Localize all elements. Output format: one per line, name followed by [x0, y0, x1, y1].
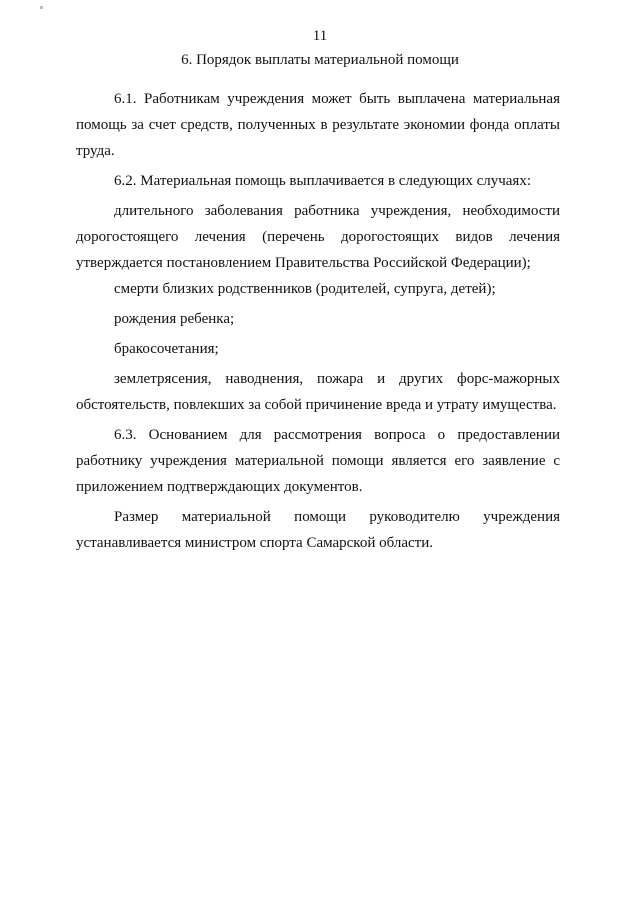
paragraph-force-majeure: землетрясения, наводнения, пожара и других форс-мажорных обстоятельств, повлекших за собой причинение вреда и утрату имущества. [76, 371, 560, 413]
paragraph-childbirth: рождения ребенка; [114, 311, 235, 327]
document-body [76, 86, 560, 556]
paragraph-6-2: 6.2. Материальная помощь выплачивается в следующих случаях: [114, 173, 531, 189]
section-title: 6. Порядок выплаты материальной помощи [181, 52, 459, 68]
paragraph-death-relatives-text: смерти близких родственников (родителей, супруга, детей); [114, 281, 496, 297]
paragraph-head-aid: Размер материальной помощи руководителю учреждения устанавливается министром спорта Самарской области. [76, 509, 560, 551]
paragraph-6-3: 6.3. Основанием для рассмотрения вопроса о предоставлении работнику учреждения материальной помощи является его заявление с приложением подтверждающих документов. [76, 427, 560, 495]
paragraph-death-relatives [76, 276, 560, 302]
page-number: 11 [312, 28, 328, 44]
paragraph-marriage: бракосочетания; [114, 341, 219, 357]
paragraph-6-1: 6.1. Работникам учреждения может быть выплачена материальная помощь за счет средств, полученных в результате экономии фонда оплаты труда. [76, 91, 560, 159]
paragraph-illness: длительного заболевания работника учреждения, необходимости дорогостоящего лечения (перечень дорогостоящих видов лечения утверждается постановлением Правительства Российской Федерации); [76, 203, 560, 271]
scan-mark [40, 6, 43, 9]
